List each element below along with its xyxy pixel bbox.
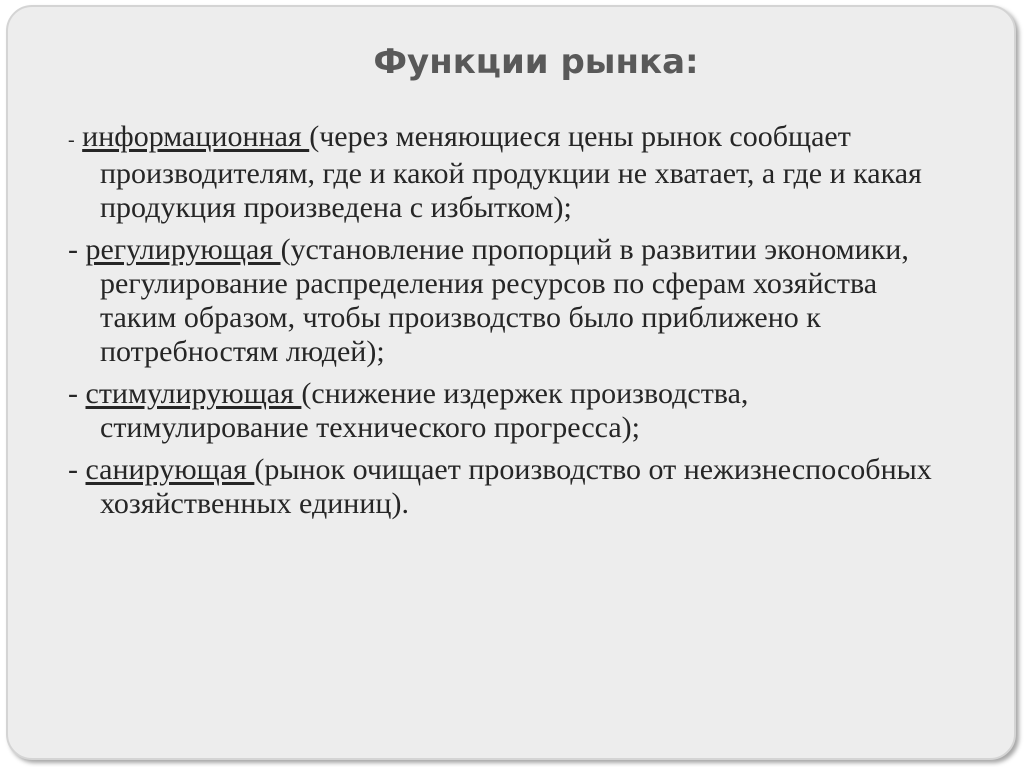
term-informational: информационная xyxy=(82,120,310,153)
list-item-regulating xyxy=(68,233,948,369)
item-description: (снижение издержек производства, стимулирование технического прогресса); xyxy=(100,377,749,444)
term-stimulating: стимулирующая xyxy=(85,377,302,410)
item-description: (через меняющиеся цены рынок сообщает производителям, где и какой продукции не хватает, а где и какая продукция произведена с избытком); xyxy=(100,120,922,224)
list-dash: - xyxy=(68,377,86,410)
list-item-informational xyxy=(68,120,948,225)
list-dash: - xyxy=(68,233,86,266)
list-dash: - xyxy=(68,453,86,486)
item-description: (рынок очищает производство от нежизнеспособных хозяйственных единиц). xyxy=(100,453,932,520)
list-item-stimulating xyxy=(68,377,948,445)
term-sanitizing: санирующая xyxy=(85,453,255,486)
item-description: (установление пропорций в развитии экономики, регулирование распределения ресурсов по сферам хозяйства таким образом, чтобы производство было приближено к потребностям людей); xyxy=(100,233,909,368)
slide-title: Функции рынка: xyxy=(373,42,699,82)
list-item-sanitizing xyxy=(68,453,948,521)
list-dash: - xyxy=(68,129,75,151)
slide-content xyxy=(68,120,948,529)
term-regulating: регулирующая xyxy=(85,233,281,266)
